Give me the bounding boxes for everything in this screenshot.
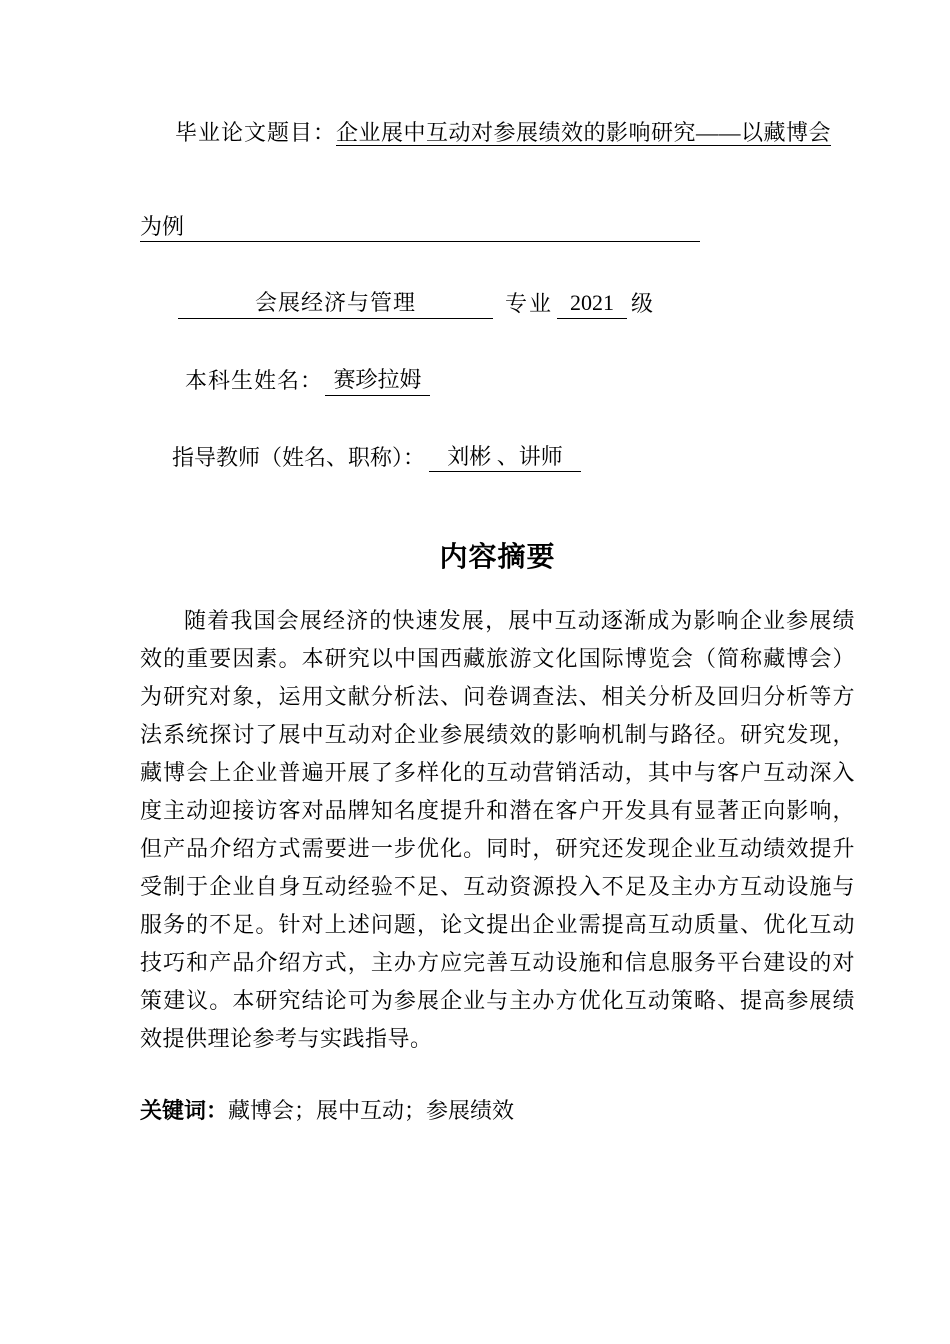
- thesis-title-line: [140, 118, 855, 148]
- student-name-value: 赛珍拉姆: [325, 365, 430, 396]
- major-value: 会展经济与管理: [178, 288, 493, 319]
- abstract-paragraph: 随着我国会展经济的快速发展，展中互动逐渐成为影响企业参展绩效的重要因素。本研究以中国西藏旅游文化国际博览会（简称藏博会）为研究对象，运用文献分析法、问卷调查法、相关分析及回归分析等方法系统探讨了展中互动对企业参展绩效的影响机制与路径。研究发现，藏博会上企业普遍开展了多样化的互动营销活动，其中与客户互动深入度主动迎接访客对品牌知名度提升和潜在客户开发具有显著正向影响，但产品介绍方式需要进一步优化。同时，研究还发现企业互动绩效提升受制于企业自身互动经验不足、互动资源投入不足及主办方互动设施与服务的不足。针对上述问题，论文提出企业需提高互动质量、优化互动技巧和产品介绍方式，主办方应完善互动设施和信息服务平台建设的对策建议。本研究结论可为参展企业与主办方优化互动策略、提高参展绩效提供理论参考与实践指导。: [140, 608, 855, 1052]
- advisor-value: 刘彬 、讲师: [429, 442, 581, 473]
- thesis-title-label: 毕业论文题目：: [175, 120, 337, 145]
- major-grade-line: [140, 288, 855, 319]
- keywords-value: 藏博会；展中互动；参展绩效: [228, 1098, 515, 1124]
- abstract-heading: 内容摘要: [439, 541, 556, 573]
- thesis-title-continuation-line: [140, 212, 855, 243]
- student-name-line: [140, 365, 855, 396]
- advisor-label: 指导教师（姓名、职称）：: [172, 444, 426, 470]
- thesis-title-value-line2: 为例: [140, 212, 700, 243]
- major-label: 专业: [505, 291, 554, 317]
- student-name-label: 本科生姓名：: [185, 368, 324, 394]
- grade-value: 2021: [557, 288, 627, 319]
- advisor-line: [140, 442, 855, 473]
- grade-label: 级: [631, 291, 654, 317]
- keywords-label: 关键词：: [140, 1098, 229, 1124]
- keywords-line: [140, 1092, 855, 1130]
- thesis-title-value-line1: 企业展中互动对参展绩效的影响研究——以藏博会: [336, 120, 832, 145]
